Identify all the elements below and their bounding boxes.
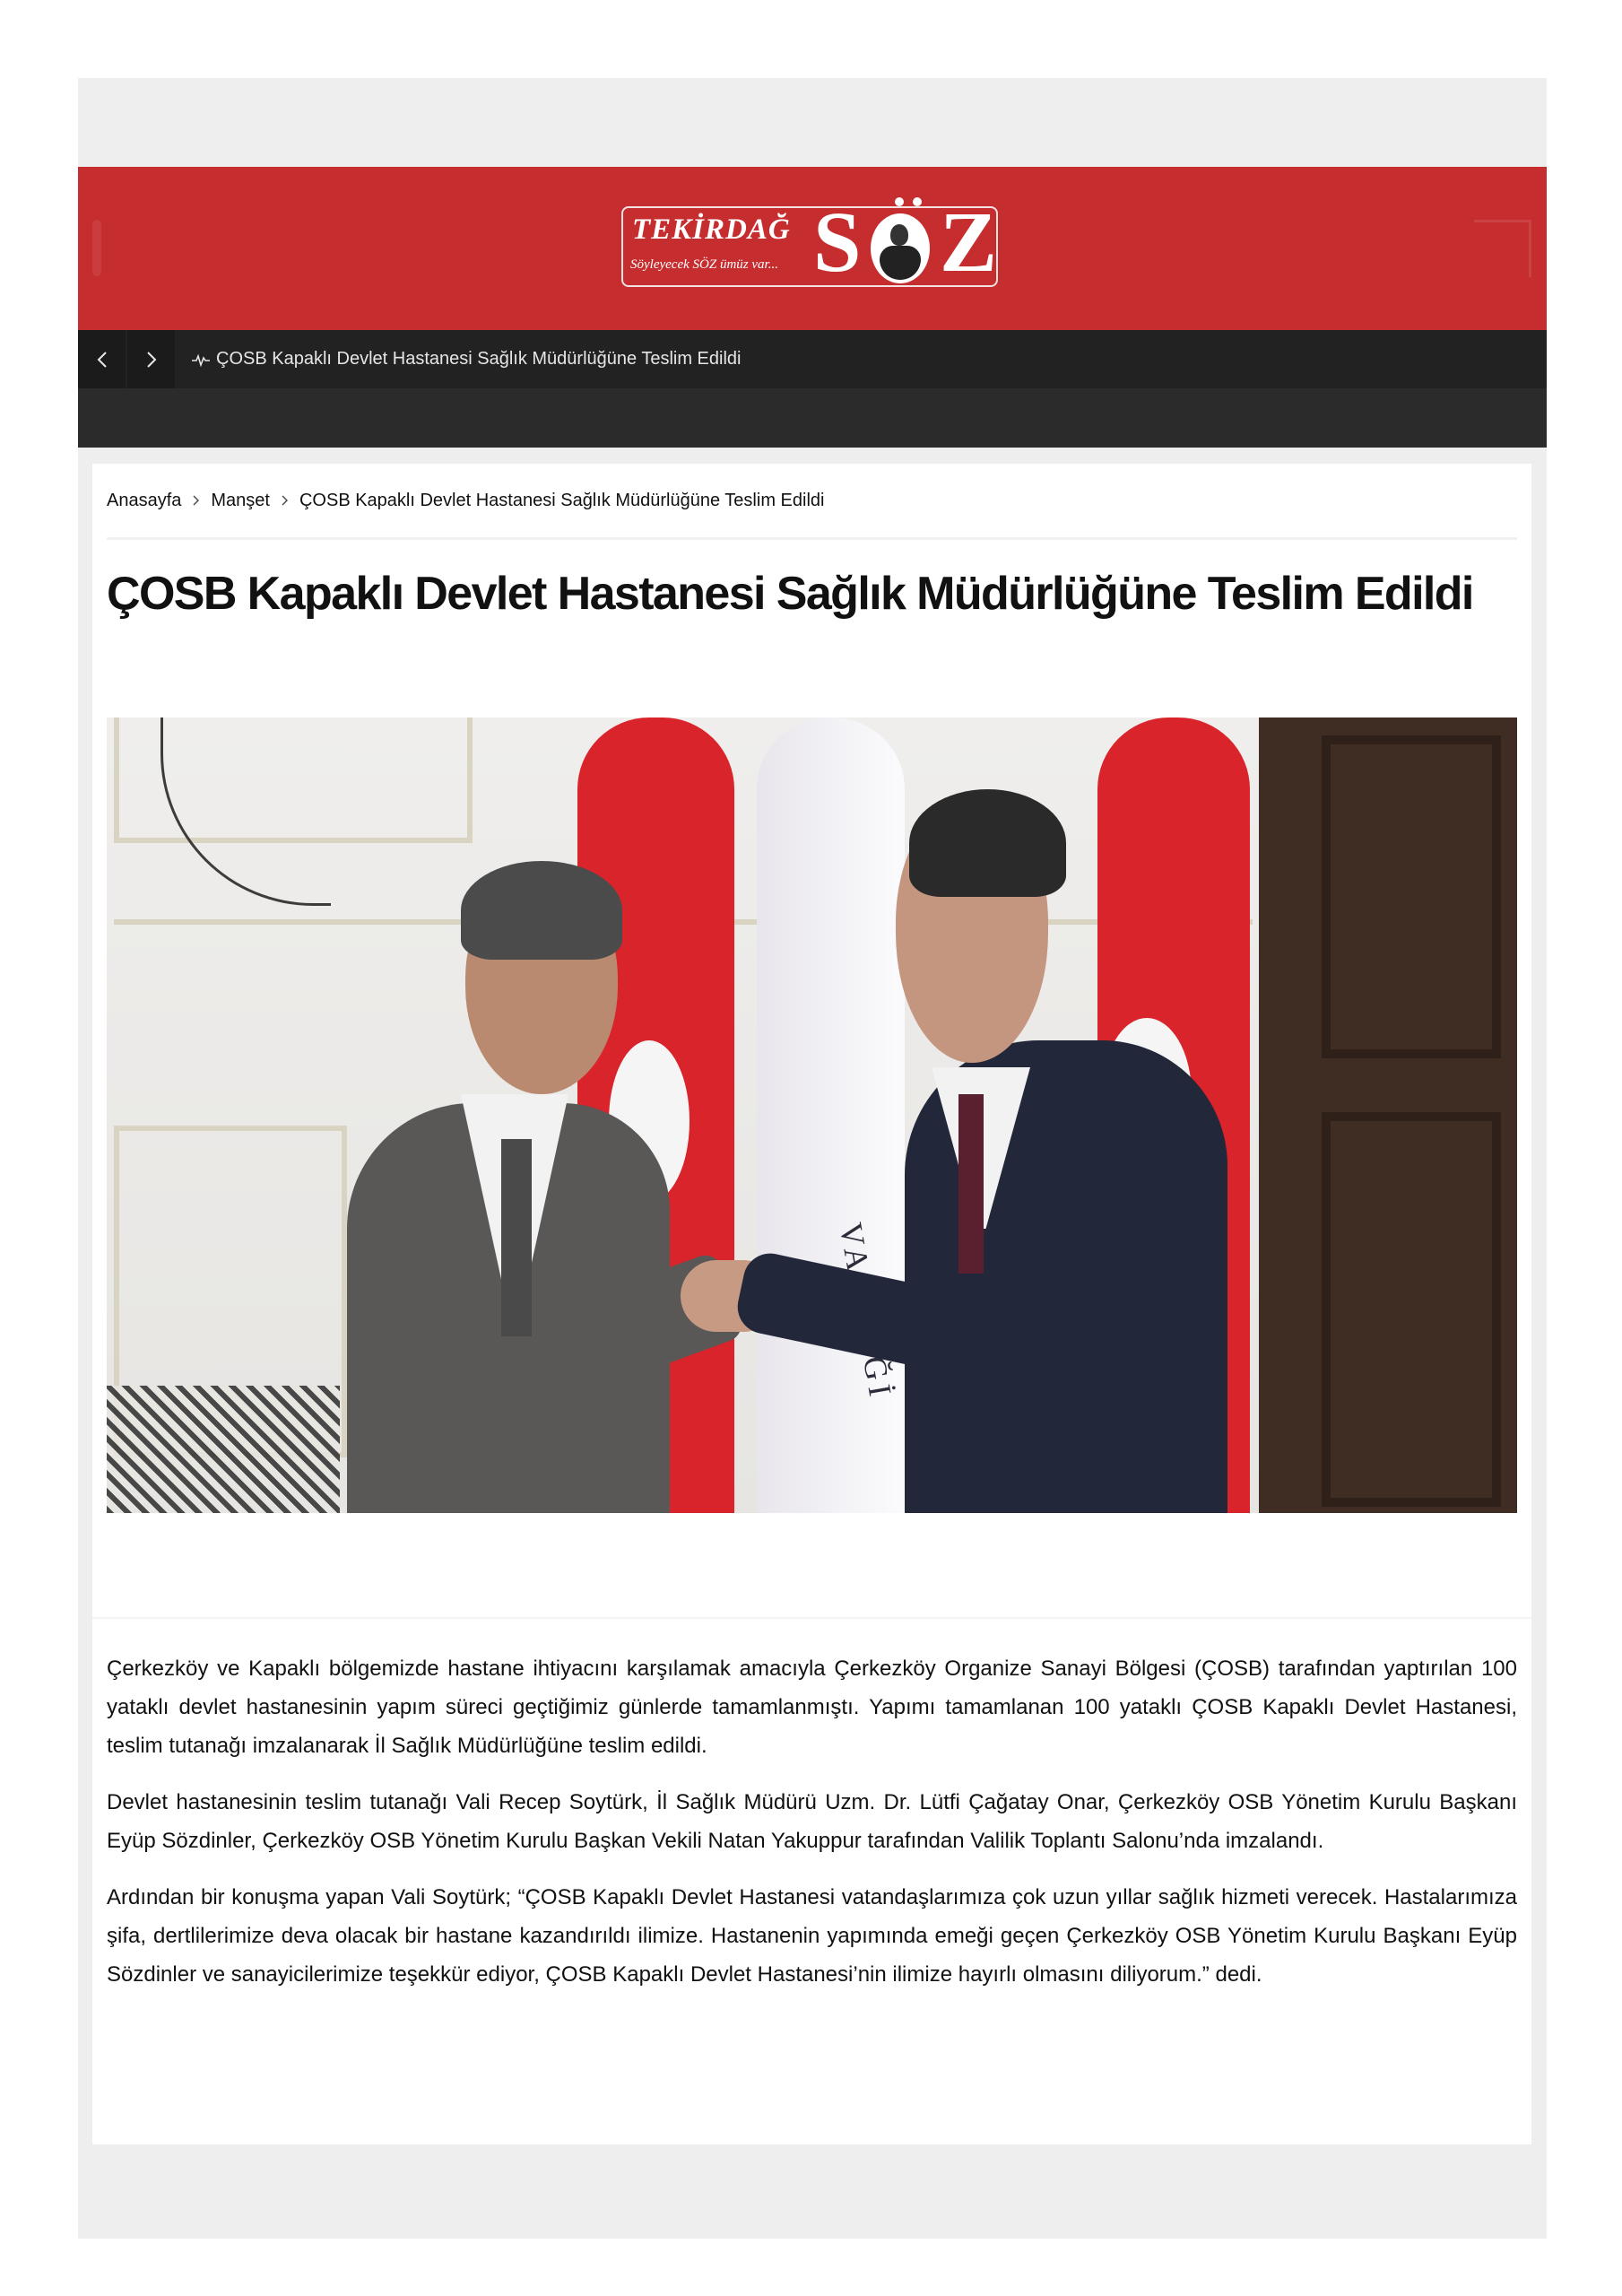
chevron-left-icon — [96, 351, 108, 369]
chevron-right-icon — [192, 494, 200, 507]
logo-letter-s: S — [813, 194, 862, 290]
ticker-next-button[interactable] — [127, 330, 177, 388]
article-card — [92, 464, 1531, 2144]
article-body — [107, 1649, 1517, 2012]
article-title: ÇOSB Kapaklı Devlet Hastanesi Sağlık Müdürlüğüne Teslim Edildi — [107, 568, 1473, 620]
chevron-right-icon — [281, 494, 289, 507]
content-divider — [92, 1617, 1531, 1619]
chevron-right-icon — [145, 351, 158, 369]
umlaut-dots-icon — [895, 197, 922, 206]
pulse-icon — [191, 352, 211, 367]
article-paragraph: Çerkezköy ve Kapaklı bölgemizde hastane ihtiyacını karşılamak amacıyla Çerkezköy Organize Sanayi Bölgesi (ÇOSB) tarafından yaptırılan 100 yataklı devlet hastanesinin yapım süreci geçtiğimiz günlerde tamamlanmıştı. Yapımı tamamlanan 100 yataklı ÇOSB Kapaklı Devlet Hastanesi, teslim tutanağı imzalanarak İl Sağlık Müdürlüğüne teslim edildi. — [107, 1657, 1517, 1758]
page-container — [78, 78, 1547, 2239]
news-ticker — [78, 330, 1547, 388]
article-hero-image — [107, 718, 1517, 1513]
site-header — [78, 167, 1547, 330]
logo-letter-z: Z — [939, 194, 997, 290]
search-toggle[interactable] — [1474, 220, 1531, 277]
logo-slogan: Söyleyecek SÖZ ümüz var... — [630, 257, 778, 272]
site-logo[interactable] — [621, 194, 998, 290]
ticker-headline-text: ÇOSB Kapaklı Devlet Hastanesi Sağlık Müdürlüğüne Teslim Edildi — [216, 349, 742, 369]
breadcrumb-category[interactable]: Manşet — [211, 490, 270, 510]
ticker-prev-button[interactable] — [78, 330, 127, 388]
portrait-icon — [871, 213, 930, 283]
breadcrumb — [107, 464, 1517, 540]
breadcrumb-home[interactable]: Anasayfa — [107, 490, 182, 510]
logo-soz — [813, 196, 997, 289]
ticker-headline-link[interactable] — [191, 349, 741, 370]
article-paragraph: Devlet hastanesinin teslim tutanağı Vali Recep Soytürk, İl Sağlık Müdürü Uzm. Dr. Lütfi Çağatay Onar, Çerkezköy OSB Yönetim Kurulu Başkanı Eyüp Sözdinler, Çerkezköy OSB Yönetim Kurulu Başkan Vekili Natan Yakuppur tarafından Valilik Toplantı Salonu’nda imzalandı. — [107, 1790, 1517, 1853]
menu-toggle[interactable] — [92, 220, 101, 276]
main-navbar — [78, 388, 1547, 448]
breadcrumb-current: ÇOSB Kapaklı Devlet Hastanesi Sağlık Müdürlüğüne Teslim Edildi — [299, 490, 825, 510]
article-paragraph: Ardından bir konuşma yapan Vali Soytürk; “ÇOSB Kapaklı Devlet Hastanesi vatandaşlarımıza çok uzun yıllar sağlık hizmeti verecek. Hastalarımıza şifa, dertlilerimize deva olacak bir hastane kazandırıldı ilimize. Hastanenin yapımında emeği geçen Çerkezköy OSB Yönetim Kurulu Başkanı Eyüp Sözdinler ve sanayicilerimize teşekkür ediyor, ÇOSB Kapaklı Devlet Hastanesi’nin ilimize hayırlı olmasını diliyorum.” dedi. — [107, 1885, 1517, 1987]
logo-wordmark: TEKİRDAĞ — [632, 213, 791, 246]
